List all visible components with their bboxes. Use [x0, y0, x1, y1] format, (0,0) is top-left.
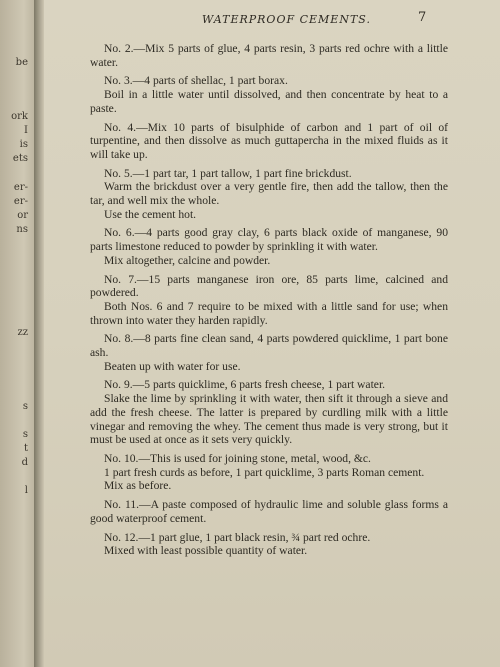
recipe-instruction: Beaten up with water for use.	[104, 359, 241, 373]
recipe-instruction: Mixed with least possible quantity of water.	[104, 544, 308, 558]
recipe-heading: No. 8.—8 parts fine clean sand, 4 parts powdered quicklime, 1 part bone ash.	[90, 332, 448, 360]
recipe-entry	[90, 332, 448, 373]
recipe-heading: No. 5.—1 part tar, 1 part tallow, 1 part fine brickdust.	[104, 166, 352, 180]
recipe-instruction: 1 part fresh curds as before, 1 part quicklime, 3 parts Roman cement.	[104, 465, 425, 479]
left-page-fragment: ns	[16, 224, 28, 235]
left-page-fragment: l	[24, 485, 28, 496]
book-gutter	[34, 0, 44, 667]
left-page-fragment: be	[15, 57, 28, 68]
left-page-fragment: d	[21, 457, 28, 468]
recipe-entry	[90, 273, 448, 328]
recipe-heading: No. 7.—15 parts manganese iron ore, 85 parts lime, calcined and powdered.	[90, 272, 448, 300]
recipe-heading: No. 9.—5 parts quicklime, 6 parts fresh cheese, 1 part water.	[104, 378, 386, 392]
page-number: 7	[418, 10, 427, 25]
recipe-entry	[90, 531, 448, 558]
left-page-fragment: ork	[11, 111, 28, 122]
recipe-instruction: Both Nos. 6 and 7 require to be mixed with a little sand for use; when thrown into water they harden rapidly.	[90, 299, 448, 327]
recipe-instruction: Mix as before.	[104, 479, 172, 493]
left-page-fragment: s	[22, 401, 28, 412]
recipe-heading: No. 11.—A paste composed of hydraulic lime and soluble glass forms a good waterproof cement.	[90, 498, 448, 525]
left-page-fragment: er-	[13, 196, 28, 207]
left-page-fragment: t	[23, 443, 28, 454]
recipe-instruction: Use the cement hot.	[104, 207, 197, 221]
recipe-instruction: Warm the brickdust over a very gentle fire, then add the tallow, then the tar, and well mix the whole.	[90, 180, 448, 208]
left-page-edge	[0, 0, 34, 667]
recipe-entry	[90, 498, 448, 525]
left-page-fragment: s	[22, 429, 28, 440]
recipe-heading: No. 4.—Mix 10 parts of bisulphide of carbon and 1 part of oil of turpentine, and then dissolve as much guttapercha in the mixed fluids as it will take up.	[90, 120, 448, 161]
recipe-entry	[90, 226, 448, 267]
recipe-heading: No. 12.—1 part glue, 1 part black resin, ¾ part red ochre.	[104, 530, 371, 544]
left-page-fragment: zz	[17, 327, 28, 338]
recipe-instruction: Boil in a little water until dissolved, and then concentrate by heat to a paste.	[90, 88, 448, 115]
recipe-instruction: Slake the lime by sprinkling it with water, then sift it through a sieve and add the fresh cheese. The latter is prepared by curdling milk with a little vinegar and removing the whey. The cement thus made is very strong, but it must be used at once as it sets very quickly.	[90, 392, 448, 447]
page-header	[44, 10, 500, 32]
recipe-heading: No. 6.—4 parts good gray clay, 6 parts black oxide of manganese, 90 parts limestone reduced to powder by sprinkling it with water.	[90, 226, 448, 254]
recipe-instruction: Mix altogether, calcine and powder.	[104, 253, 271, 267]
recipe-entry	[90, 74, 448, 115]
recipe-heading: No. 3.—4 parts of shellac, 1 part borax.	[104, 74, 288, 88]
recipe-entry	[90, 378, 448, 447]
recipe-entry	[90, 42, 448, 69]
recipe-entry	[90, 452, 448, 493]
recipe-entry	[90, 167, 448, 222]
running-head: WATERPROOF CEMENTS.	[202, 13, 371, 26]
recipe-entry	[90, 121, 448, 162]
left-page-fragment: is	[19, 139, 28, 150]
left-page-fragment: I	[24, 125, 28, 136]
recipe-heading: No. 10.—This is used for joining stone, metal, wood, &c.	[104, 451, 371, 465]
left-page-fragment: or	[17, 210, 28, 221]
recipe-list	[90, 42, 448, 563]
right-page	[44, 0, 500, 667]
recipe-heading: No. 2.—Mix 5 parts of glue, 4 parts resin, 3 parts red ochre with a little water.	[90, 42, 448, 69]
left-page-fragment: er-	[13, 182, 28, 193]
left-page-fragment: ets	[12, 153, 28, 164]
